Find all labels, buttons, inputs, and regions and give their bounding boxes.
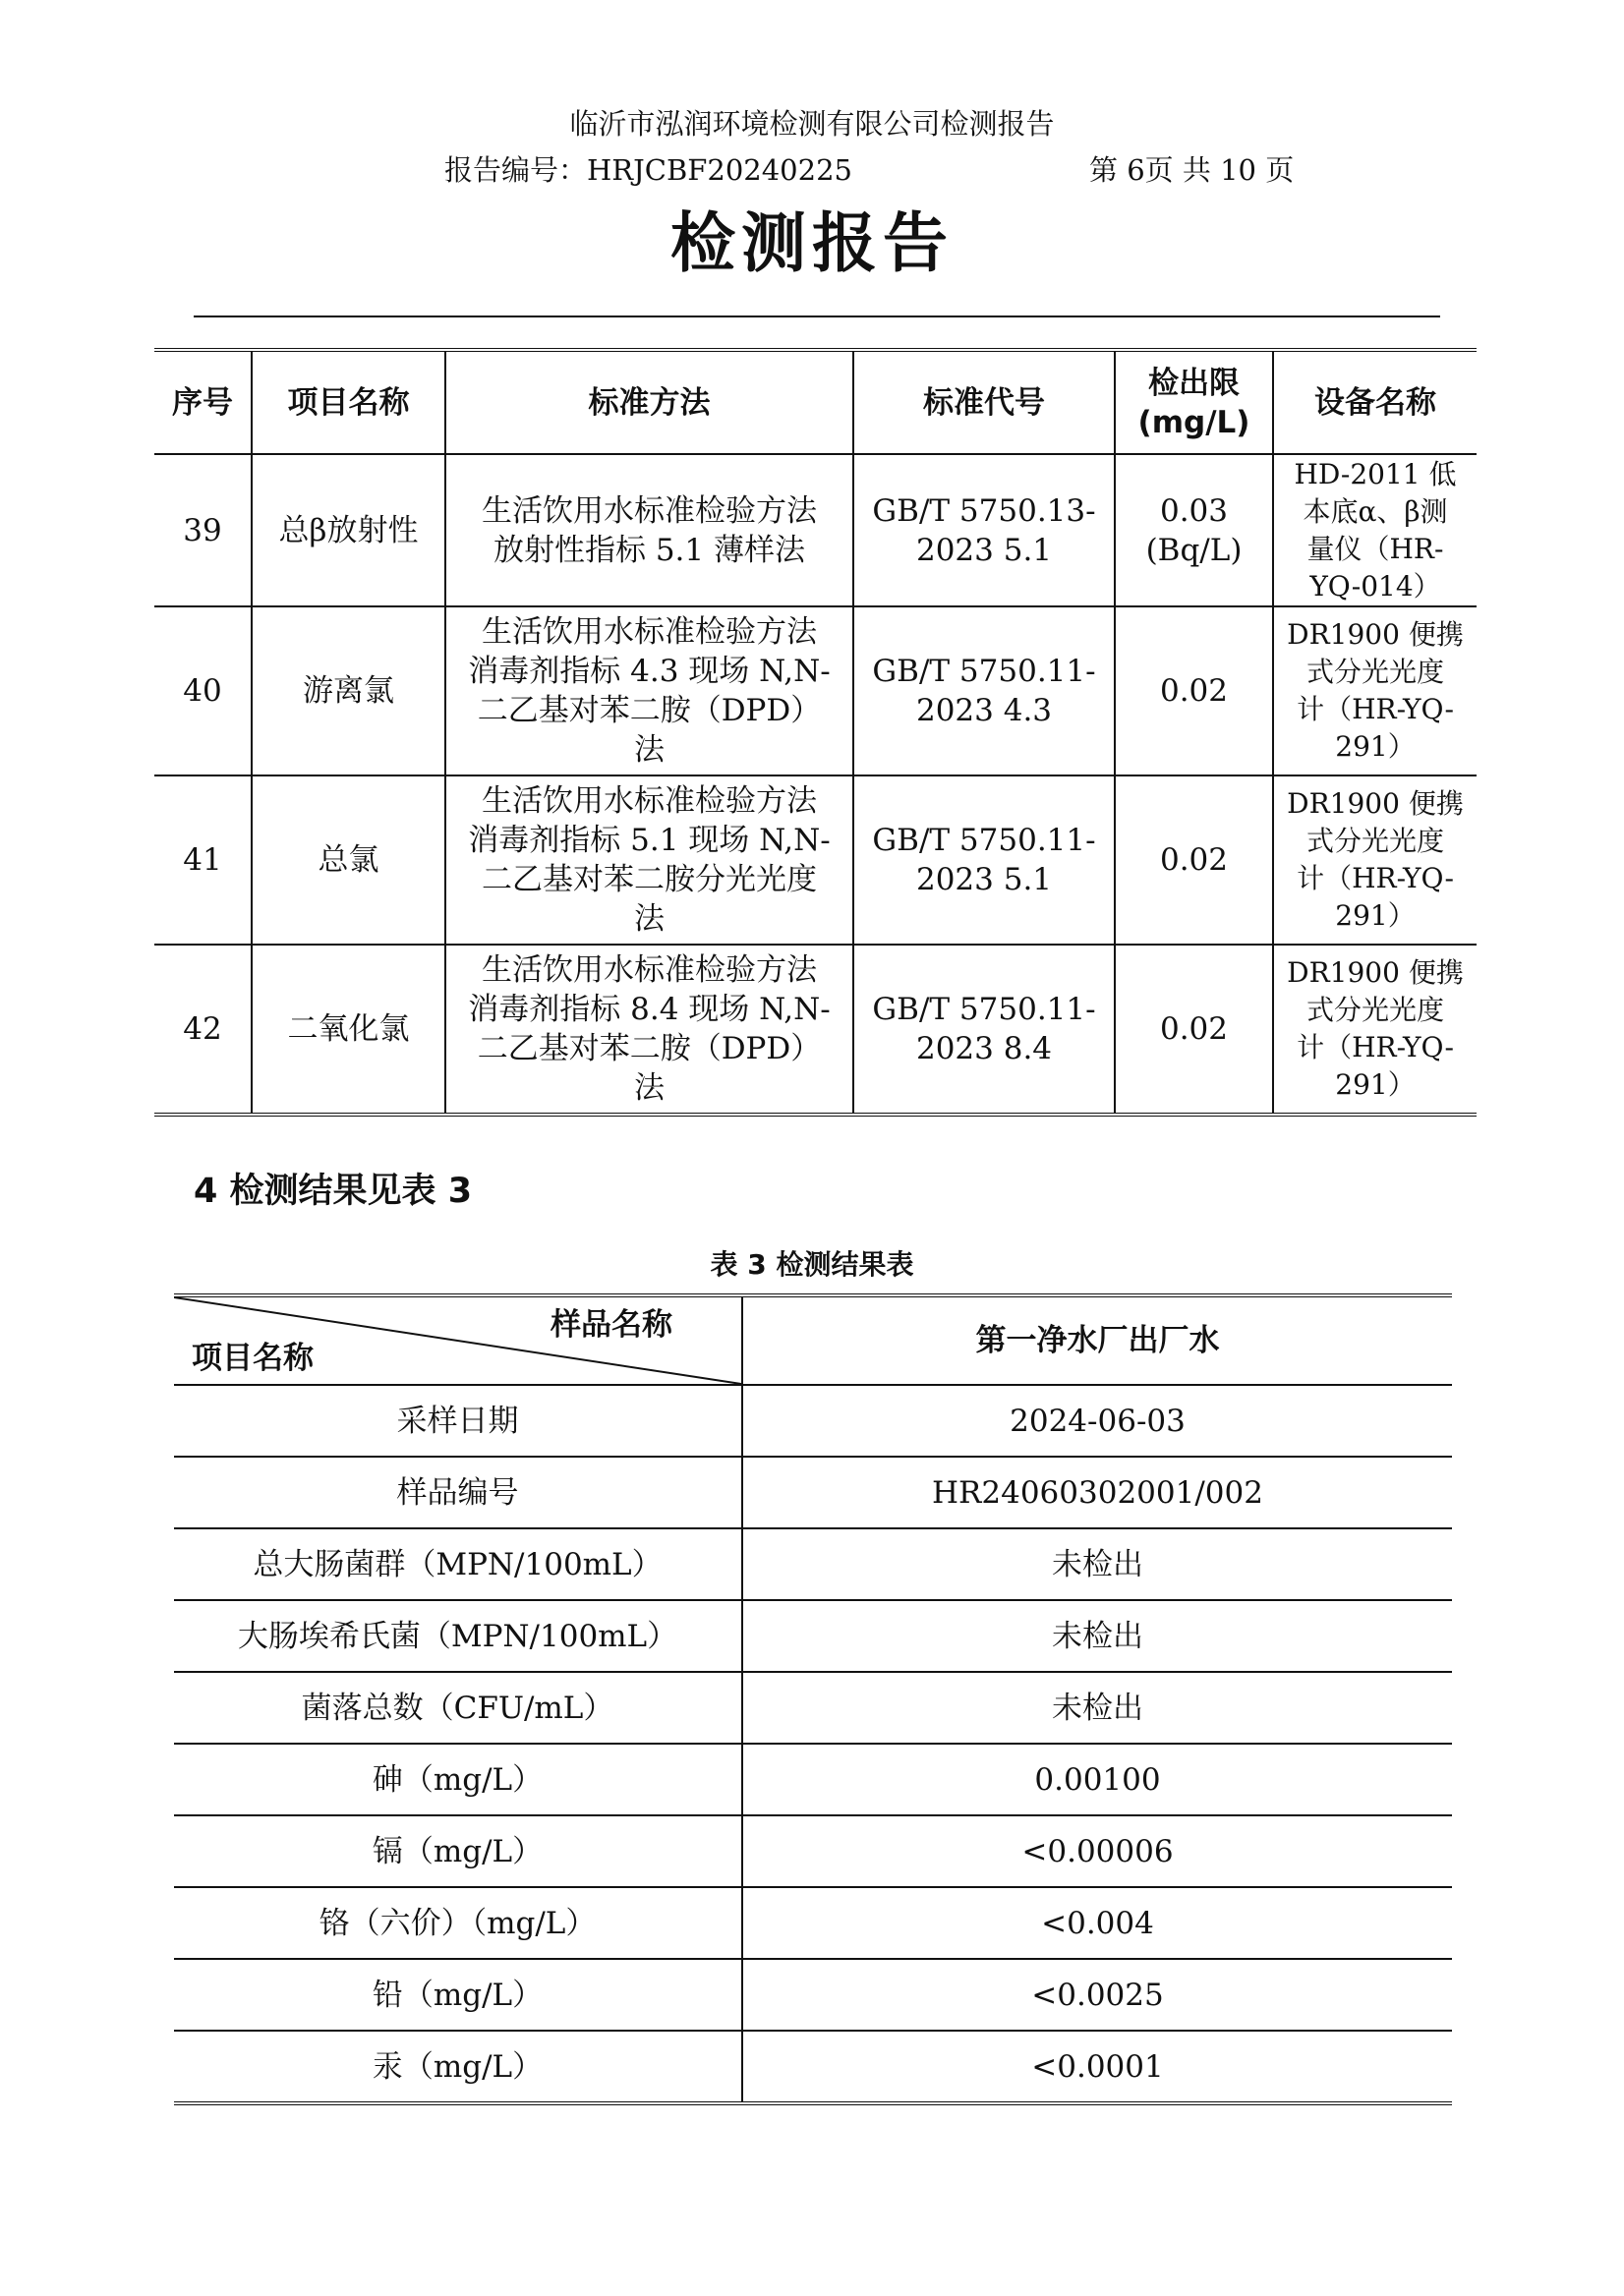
equipment-line: 式分光光度 bbox=[1305, 994, 1444, 1026]
results-table-header bbox=[174, 1295, 1452, 1385]
result-row bbox=[174, 1528, 1452, 1600]
title-divider bbox=[194, 316, 1440, 317]
method-table bbox=[154, 348, 1477, 1117]
code-cell bbox=[853, 945, 1115, 1115]
header-method: 标准方法 bbox=[445, 350, 853, 454]
equipment-line: DR1900 便携 bbox=[1287, 618, 1464, 651]
equipment-line: 计（HR-YQ- bbox=[1297, 1031, 1454, 1063]
equipment-line: 计（HR-YQ- bbox=[1297, 862, 1454, 894]
code-line: 2023 8.4 bbox=[915, 1031, 1053, 1066]
seq-cell: 42 bbox=[154, 945, 252, 1115]
limit-line: 0.02 bbox=[1159, 673, 1229, 709]
page-title: 检测报告 bbox=[670, 205, 954, 281]
code-cell bbox=[853, 775, 1115, 945]
equipment-line: 291） bbox=[1335, 730, 1416, 763]
equipment-line: YQ-014） bbox=[1309, 569, 1441, 603]
result-value: HR24060302001/002 bbox=[742, 1457, 1452, 1528]
report-number: 报告编号：HRJCBF20240225 bbox=[444, 153, 852, 187]
method-line: 法 bbox=[634, 901, 665, 937]
code-line: GB/T 5750.13- bbox=[872, 492, 1096, 529]
equipment-line: 式分光光度 bbox=[1305, 656, 1444, 688]
result-value: <0.00006 bbox=[742, 1815, 1452, 1887]
result-row bbox=[174, 1457, 1452, 1528]
header-limit-label: 检出限 bbox=[1148, 365, 1240, 401]
seq-cell: 39 bbox=[154, 454, 252, 606]
method-table-row bbox=[154, 606, 1477, 775]
header-code: 标准代号 bbox=[853, 350, 1115, 454]
equipment-line: DR1900 便携 bbox=[1287, 956, 1464, 989]
method-line: 二乙基对苯二胺（DPD） bbox=[477, 693, 822, 728]
result-row bbox=[174, 1959, 1452, 2031]
code-line: GB/T 5750.11- bbox=[872, 823, 1096, 858]
method-line: 放射性指标 5.1 薄样法 bbox=[493, 532, 805, 568]
method-line: 生活饮用水标准检验方法 bbox=[482, 492, 817, 529]
item-cell: 游离氯 bbox=[252, 606, 445, 775]
corner-header-cell bbox=[174, 1295, 742, 1385]
result-row bbox=[174, 1887, 1452, 1959]
method-line: 法 bbox=[634, 732, 665, 768]
header-limit-unit: (mg/L) bbox=[1137, 404, 1250, 440]
item-cell: 二氧化氯 bbox=[252, 945, 445, 1115]
code-line: 2023 5.1 bbox=[915, 532, 1053, 568]
corner-item-label: 项目名称 bbox=[192, 1341, 314, 1376]
result-row bbox=[174, 1672, 1452, 1744]
result-value: 2024-06-03 bbox=[742, 1385, 1452, 1457]
header-equipment: 设备名称 bbox=[1273, 350, 1477, 454]
method-table-row bbox=[154, 775, 1477, 945]
method-line: 生活饮用水标准检验方法 bbox=[482, 614, 817, 650]
header-limit bbox=[1115, 350, 1273, 454]
result-item: 铅（mg/L） bbox=[174, 1959, 742, 2031]
result-item: 总大肠菌群（MPN/100mL） bbox=[174, 1528, 742, 1600]
result-item: 大肠埃希氏菌（MPN/100mL） bbox=[174, 1600, 742, 1672]
method-line: 消毒剂指标 4.3 现场 N,N- bbox=[468, 654, 831, 689]
seq-cell: 40 bbox=[154, 606, 252, 775]
page-number: 第 6页 共 10 页 bbox=[1089, 153, 1295, 187]
method-line: 二乙基对苯二胺（DPD） bbox=[477, 1031, 822, 1066]
method-cell bbox=[445, 945, 853, 1115]
method-line: 法 bbox=[634, 1070, 665, 1106]
equipment-line: 291） bbox=[1335, 899, 1416, 932]
results-table bbox=[174, 1293, 1452, 2105]
equipment-line: 量仪（HR- bbox=[1306, 532, 1444, 565]
section-title: 4 检测结果见表 3 bbox=[194, 1172, 473, 1211]
header-seq: 序号 bbox=[154, 350, 252, 454]
result-value: 未检出 bbox=[742, 1672, 1452, 1744]
result-item: 砷（mg/L） bbox=[174, 1744, 742, 1815]
equipment-line: HD-2011 低 bbox=[1294, 457, 1457, 490]
table-caption: 表 3 检测结果表 bbox=[710, 1248, 914, 1281]
method-cell bbox=[445, 606, 853, 775]
method-line: 生活饮用水标准检验方法 bbox=[482, 952, 817, 988]
equipment-line: 式分光光度 bbox=[1305, 825, 1444, 857]
item-cell: 总氯 bbox=[252, 775, 445, 945]
result-item: 镉（mg/L） bbox=[174, 1815, 742, 1887]
result-row bbox=[174, 2031, 1452, 2103]
result-row bbox=[174, 1600, 1452, 1672]
result-row bbox=[174, 1815, 1452, 1887]
limit-line: 0.03 bbox=[1159, 492, 1229, 529]
result-item: 汞（mg/L） bbox=[174, 2031, 742, 2103]
result-item: 采样日期 bbox=[174, 1385, 742, 1457]
header-item: 项目名称 bbox=[252, 350, 445, 454]
result-value: <0.0025 bbox=[742, 1959, 1452, 2031]
method-cell bbox=[445, 454, 853, 606]
method-line: 消毒剂指标 8.4 现场 N,N- bbox=[468, 992, 831, 1027]
company-report-header: 临沂市泓润环境检测有限公司检测报告 bbox=[569, 107, 1055, 141]
result-item: 菌落总数（CFU/mL） bbox=[174, 1672, 742, 1744]
seq-cell: 41 bbox=[154, 775, 252, 945]
method-cell bbox=[445, 775, 853, 945]
result-value: 未检出 bbox=[742, 1528, 1452, 1600]
result-value: <0.004 bbox=[742, 1887, 1452, 1959]
result-item: 铬（六价）（mg/L） bbox=[174, 1887, 742, 1959]
equipment-cell bbox=[1273, 775, 1477, 945]
code-line: GB/T 5750.11- bbox=[872, 654, 1096, 689]
limit-cell bbox=[1115, 606, 1273, 775]
equipment-cell bbox=[1273, 606, 1477, 775]
result-value: 未检出 bbox=[742, 1600, 1452, 1672]
result-value: <0.0001 bbox=[742, 2031, 1452, 2103]
code-line: 2023 4.3 bbox=[915, 693, 1053, 728]
method-table-header bbox=[154, 350, 1477, 454]
method-table-row bbox=[154, 454, 1477, 606]
equipment-line: 291） bbox=[1335, 1068, 1416, 1101]
result-row bbox=[174, 1385, 1452, 1457]
limit-line: (Bq/L) bbox=[1145, 532, 1243, 568]
code-line: GB/T 5750.11- bbox=[872, 992, 1096, 1027]
limit-cell bbox=[1115, 454, 1273, 606]
result-row bbox=[174, 1744, 1452, 1815]
equipment-cell bbox=[1273, 454, 1477, 606]
limit-cell bbox=[1115, 775, 1273, 945]
equipment-line: 本底α、β测 bbox=[1303, 494, 1448, 528]
code-line: 2023 5.1 bbox=[915, 862, 1053, 897]
result-value: 0.00100 bbox=[742, 1744, 1452, 1815]
method-line: 生活饮用水标准检验方法 bbox=[482, 783, 817, 819]
method-line: 二乙基对苯二胺分光光度 bbox=[482, 862, 817, 897]
code-cell bbox=[853, 606, 1115, 775]
limit-line: 0.02 bbox=[1159, 842, 1229, 878]
method-table-row bbox=[154, 945, 1477, 1115]
item-cell: 总β放射性 bbox=[252, 454, 445, 606]
equipment-cell bbox=[1273, 945, 1477, 1115]
limit-cell bbox=[1115, 945, 1273, 1115]
code-cell bbox=[853, 454, 1115, 606]
corner-sample-label: 样品名称 bbox=[551, 1307, 672, 1343]
equipment-line: DR1900 便携 bbox=[1287, 787, 1464, 820]
method-line: 消毒剂指标 5.1 现场 N,N- bbox=[468, 823, 831, 858]
result-item: 样品编号 bbox=[174, 1457, 742, 1528]
equipment-line: 计（HR-YQ- bbox=[1297, 693, 1454, 725]
limit-line: 0.02 bbox=[1159, 1011, 1229, 1047]
sample-name-header: 第一净水厂出厂水 bbox=[742, 1295, 1452, 1385]
